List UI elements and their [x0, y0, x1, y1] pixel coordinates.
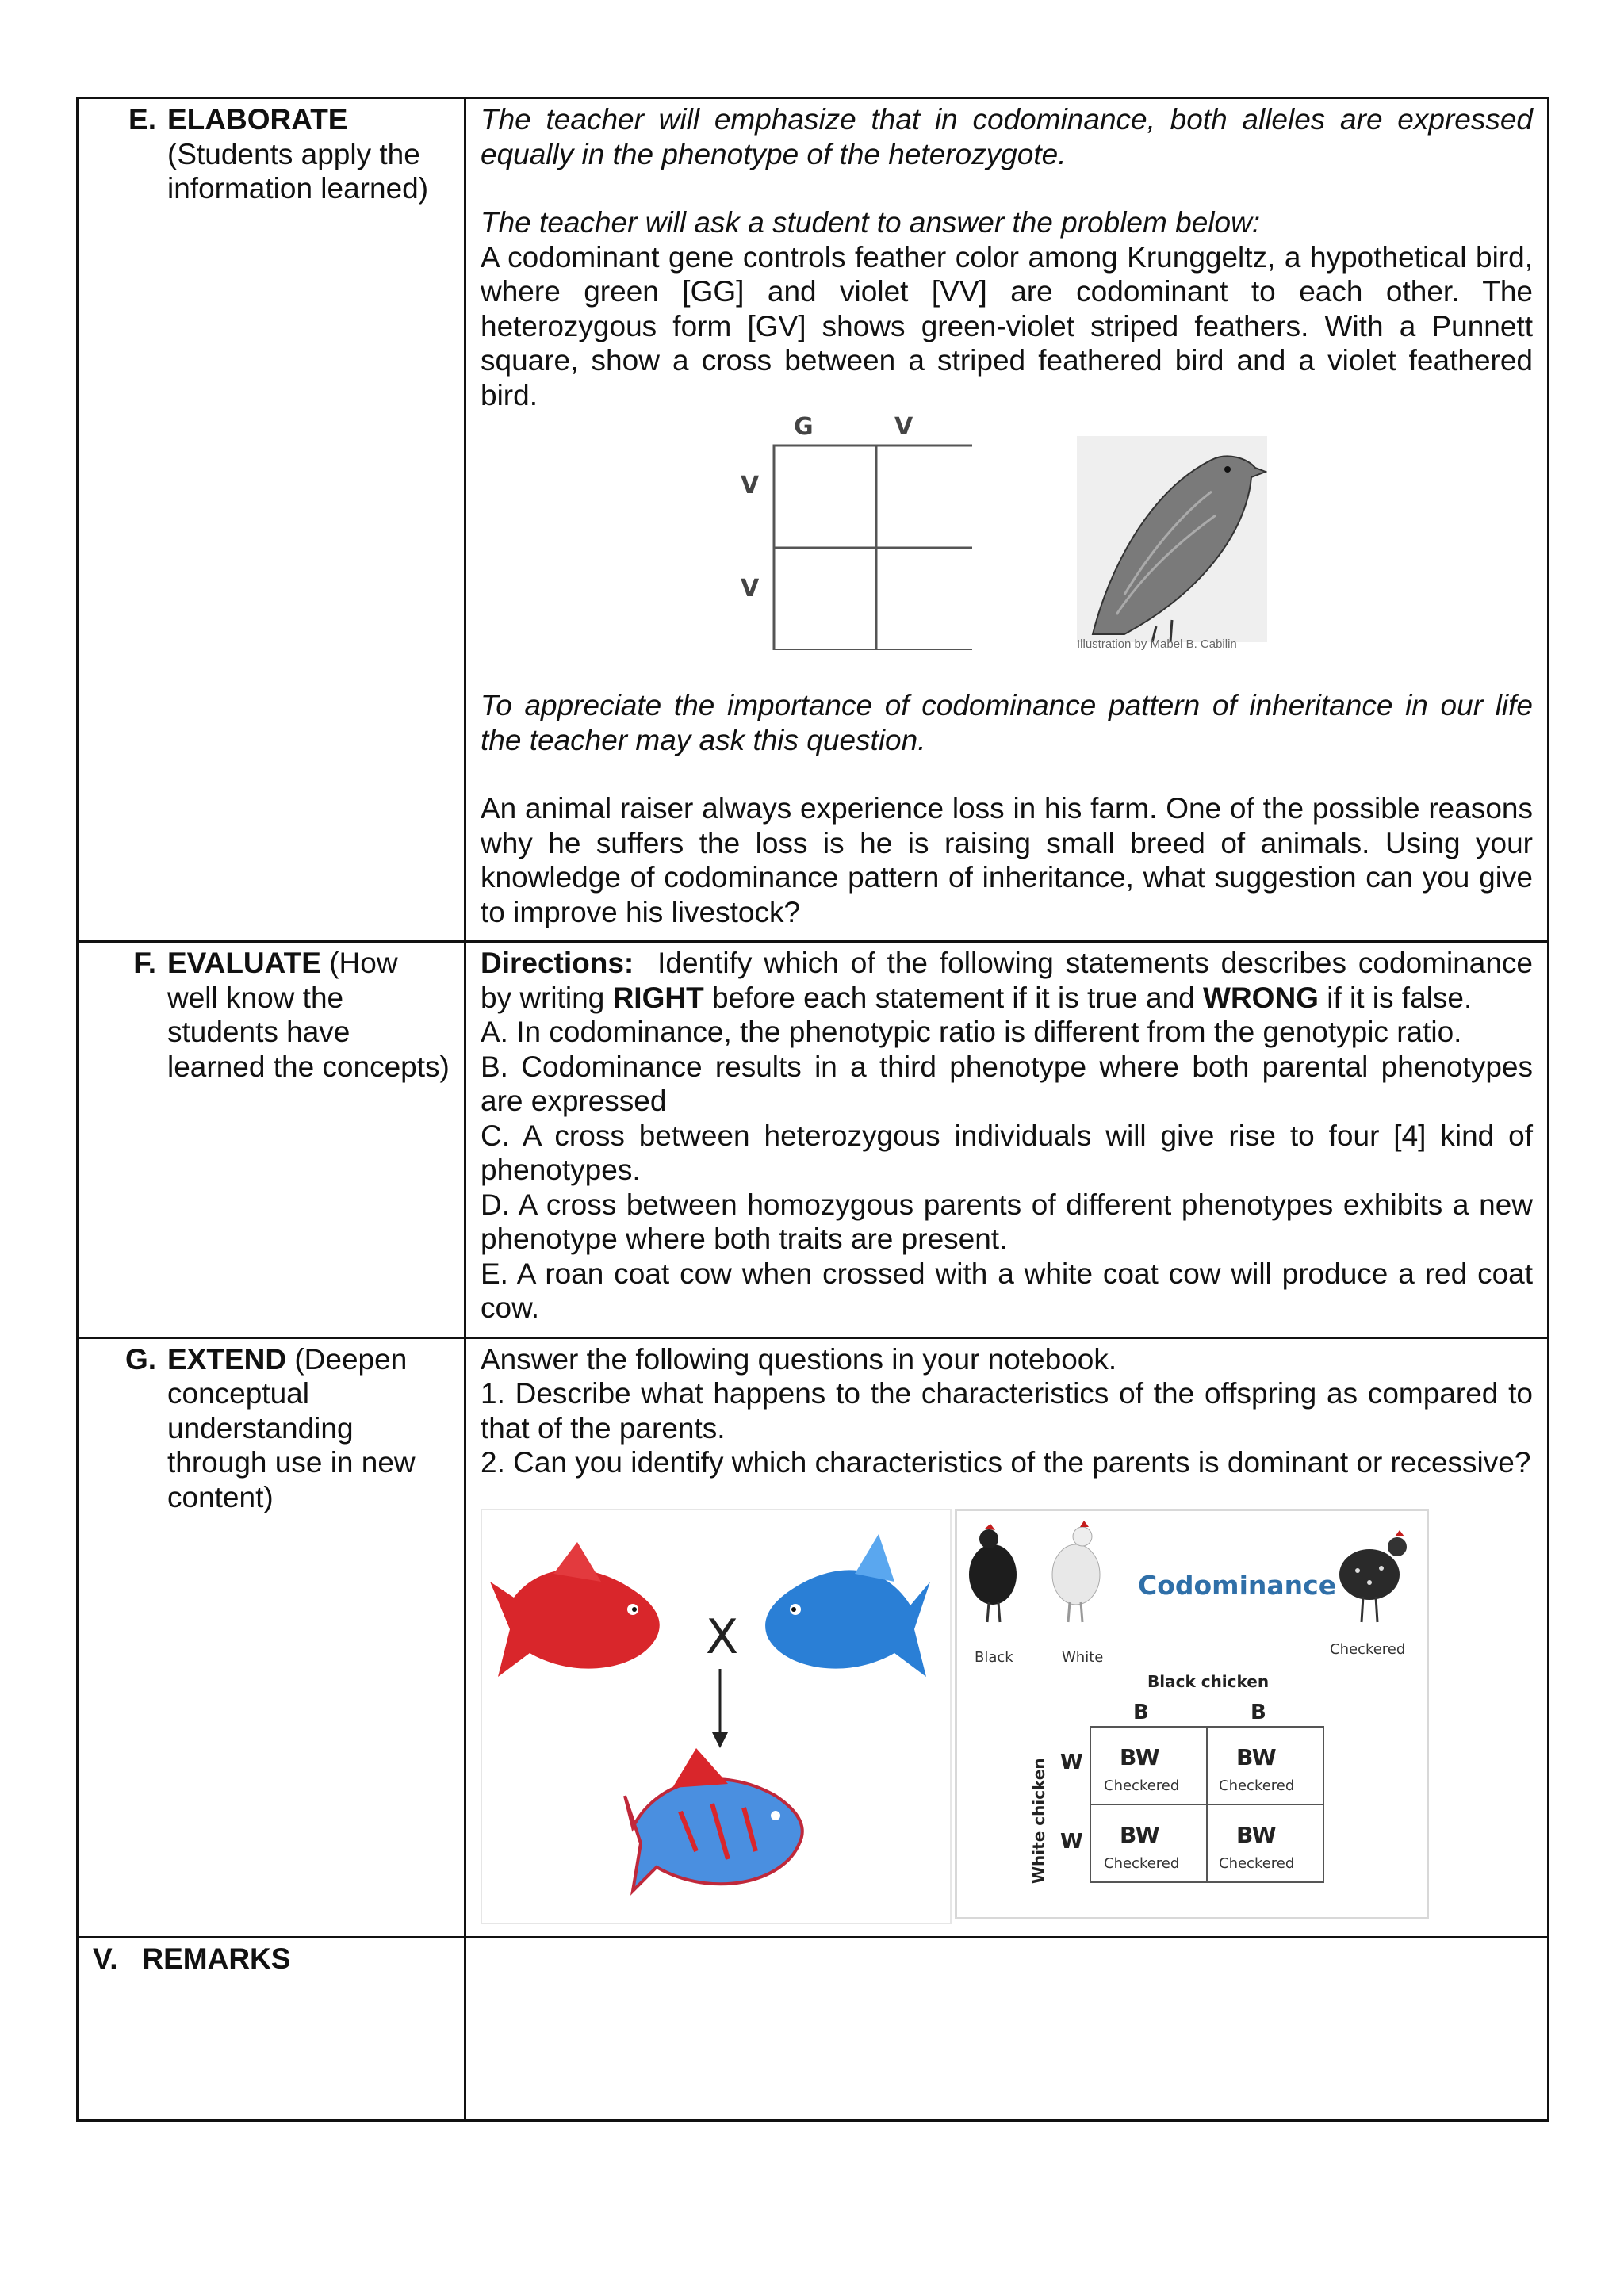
directions-text-b: before each statement if it is true and	[711, 981, 1195, 1014]
extend-content-cell	[465, 1337, 1549, 1937]
extend-title: EXTEND	[167, 1342, 287, 1376]
elaborate-appreciate: To appreciate the importance of codominance pattern of inheritance in our life the teacher may ask this question.	[481, 689, 1533, 756]
cross-x-label: X	[706, 1609, 739, 1665]
evaluate-item-c: C. A cross between heterozygous individuals will give rise to four [4] kind of phenotypes.	[481, 1119, 1533, 1186]
directions-text-c: if it is false.	[1327, 981, 1473, 1014]
elaborate-subtitle: (Students apply the information learned)	[167, 137, 429, 205]
cell-3-genotype: BW	[1120, 1821, 1160, 1848]
blue-fish-icon	[765, 1534, 930, 1677]
evaluate-item-d: D. A cross between homozygous parents of different phenotypes exhibits a new phenotype where both traits are present.	[481, 1188, 1533, 1255]
elaborate-ask: The teacher will ask a student to answer the problem below:	[481, 206, 1261, 239]
evaluate-item-a: A. In codominance, the phenotypic ratio is different from the genotypic ratio.	[481, 1016, 1462, 1048]
lesson-plan-table	[76, 97, 1549, 2122]
cell-4-genotype: BW	[1236, 1821, 1277, 1848]
cell-3-phenotype: Checkered	[1104, 1854, 1180, 1872]
bird-illustration	[1077, 436, 1267, 642]
elaborate-intro: The teacher will emphasize that in codominance, both alleles are expressed equally in the phenotype of the heterozygote.	[481, 103, 1533, 170]
extend-images	[481, 1509, 1533, 1925]
elaborate-question: An animal raiser always experience loss in his farm. One of the possible reasons why he suffers the loss is he is raising small breed of animals. Using your knowledge of codominance pattern of inheritance, what suggestion can you give to improve his livestock?	[481, 792, 1533, 928]
punnett-side-1: V	[741, 472, 760, 499]
evaluate-label-cell	[78, 942, 465, 1338]
extend-label-cell	[78, 1337, 465, 1937]
row-elaborate	[78, 98, 1549, 942]
label-black: Black	[975, 1648, 1013, 1666]
white-chicken-label: White chicken	[1029, 1757, 1048, 1884]
punnett-top-2: V	[894, 413, 914, 441]
elaborate-label-cell	[78, 98, 465, 942]
row-extend	[78, 1337, 1549, 1937]
evaluate-directions	[481, 946, 1533, 1015]
row-evaluate	[78, 942, 1549, 1338]
cell-1-phenotype: Checkered	[1104, 1777, 1180, 1794]
extend-question-1: 1. Describe what happens to the characteristics of the offspring as compared to that of the parents.	[481, 1377, 1533, 1445]
punnett-side-2: V	[741, 575, 760, 603]
label-checkered: Checkered	[1330, 1640, 1406, 1658]
top-allele-2: B	[1251, 1700, 1266, 1724]
extend-intro: Answer the following questions in your notebook.	[481, 1342, 1117, 1376]
right-keyword: RIGHT	[612, 981, 704, 1014]
extend-question-2: 2. Can you identify which characteristics of the parents is dominant or recessive?	[481, 1446, 1531, 1479]
evaluate-item-e: E. A roan coat cow when crossed with a white coat cow will produce a red coat cow.	[481, 1257, 1533, 1324]
evaluate-item-b: B. Codominance results in a third phenotype where both parental phenotypes are expressed	[481, 1050, 1533, 1117]
elaborate-letter: E.	[128, 103, 156, 136]
remarks-content-cell	[465, 1937, 1549, 2120]
extend-subtitle: (Deepen conceptual understanding through use in new content)	[167, 1342, 416, 1513]
cell-2-genotype: BW	[1236, 1743, 1277, 1770]
black-chicken-label: Black chicken	[1147, 1671, 1270, 1691]
evaluate-title: EVALUATE	[167, 947, 321, 979]
punnett-figure-row	[481, 412, 1533, 688]
cell-1-genotype: BW	[1120, 1743, 1160, 1770]
remarks-title: V. REMARKS	[93, 1942, 291, 1975]
white-chicken-icon	[1052, 1521, 1100, 1622]
lesson-plan-page	[76, 97, 1549, 2122]
punnett-square	[718, 412, 972, 650]
red-fish-icon	[490, 1542, 660, 1677]
evaluate-content-cell	[465, 942, 1549, 1338]
striped-fish-icon	[625, 1748, 802, 1891]
evaluate-letter: F.	[133, 947, 156, 979]
cell-4-phenotype: Checkered	[1219, 1854, 1295, 1872]
top-allele-1: B	[1133, 1700, 1149, 1724]
codominance-title: Codominance	[1138, 1569, 1337, 1601]
row-remarks	[78, 1937, 1549, 2120]
black-chicken-icon	[969, 1524, 1017, 1622]
bird-credit: Illustration by Mabel B. Cabilin	[1077, 637, 1237, 651]
extend-letter: G.	[124, 1342, 156, 1376]
elaborate-title: ELABORATE	[167, 103, 348, 136]
directions-text-a: Identify which of the following statements describes codominance by writing	[481, 947, 1533, 1014]
checkered-chicken-icon	[1339, 1530, 1407, 1622]
directions-label: Directions:	[481, 947, 634, 979]
cell-2-phenotype: Checkered	[1219, 1777, 1295, 1794]
side-allele-2: W	[1060, 1829, 1083, 1854]
side-allele-1: W	[1060, 1750, 1083, 1774]
remarks-label-cell	[78, 1937, 465, 2120]
label-white: White	[1062, 1648, 1104, 1666]
chicken-codominance-image	[955, 1509, 1429, 1919]
punnett-top-1: G	[794, 413, 814, 441]
fish-cross-image	[481, 1509, 952, 1924]
elaborate-problem: A codominant gene controls feather color among Krunggeltz, a hypothetical bird, where green [GG] and violet [VV] are codominant to each other. The heterozygous form [GV] shows green-violet striped feathers. With a Punnett square, show a cross between a striped feathered bird and a violet feathered bird.	[481, 240, 1533, 411]
elaborate-content-cell	[465, 98, 1549, 942]
wrong-keyword: WRONG	[1203, 981, 1319, 1014]
evaluate-subtitle: (How well know the students have learned the concepts)	[167, 947, 450, 1083]
